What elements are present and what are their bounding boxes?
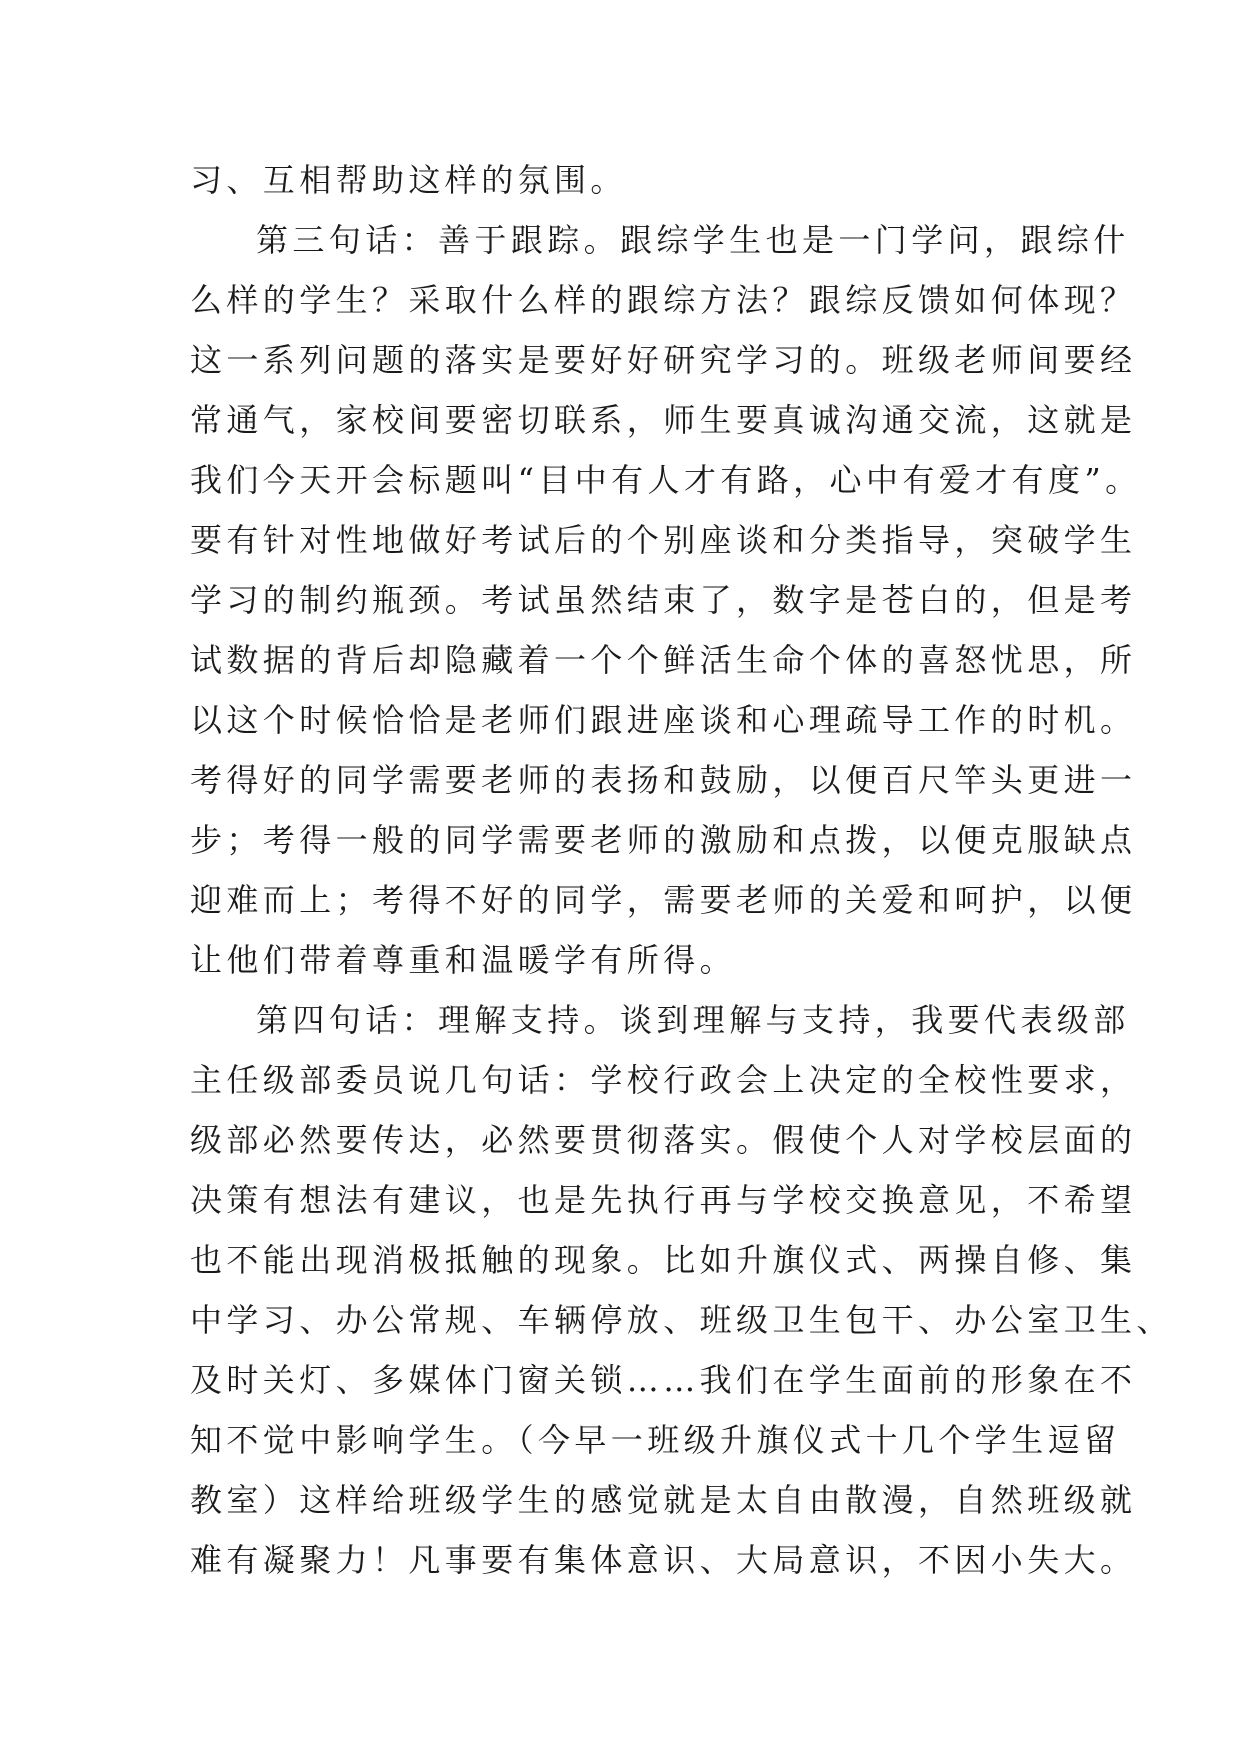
- text-line: 考得好的同学需要老师的表扬和鼓励，以便百尺竿头更进一: [190, 761, 1137, 799]
- text-line: 第三句话：善于跟踪。跟综学生也是一门学问，跟综什: [256, 221, 1130, 259]
- paragraph-third-sentence: [190, 210, 1142, 990]
- body-text: [190, 150, 1173, 1590]
- text-line: 也不能出现消极抵触的现象。比如升旗仪式、两操自修、集: [190, 1241, 1137, 1279]
- text-line: 以这个时候恰恰是老师们跟进座谈和心理疏导工作的时机。: [190, 701, 1137, 739]
- text-line: 迎难而上；考得不好的同学，需要老师的关爱和呵护，以便: [190, 881, 1137, 919]
- text-line: 这一系列问题的落实是要好好研究学习的。班级老师间要经: [190, 341, 1137, 379]
- text-line: 习、互相帮助这样的氛围。: [190, 161, 627, 199]
- text-line: 级部必然要传达，必然要贯彻落实。假使个人对学校层面的: [190, 1121, 1137, 1159]
- text-line: 中学习、办公常规、车辆停放、班级卫生包干、办公室卫生、: [190, 1301, 1173, 1339]
- text-line: 我们今天开会标题叫“目中有人才有路，心中有爱才有度”。: [190, 461, 1142, 499]
- text-line: 试数据的背后却隐藏着一个个鲜活生命个体的喜怒忧思，所: [190, 641, 1137, 679]
- text-line: 第四句话：理解支持。谈到理解与支持，我要代表级部: [256, 1001, 1130, 1039]
- text-line: 知不觉中影响学生。（今早一班级升旗仪式十几个学生逗留: [190, 1421, 1121, 1459]
- text-line: 让他们带着尊重和温暖学有所得。: [190, 941, 737, 979]
- text-line: 决策有想法有建议，也是先执行再与学校交换意见，不希望: [190, 1181, 1137, 1219]
- text-line: 常通气，家校间要密切联系，师生要真诚沟通交流，这就是: [190, 401, 1137, 439]
- text-line: 学习的制约瓶颈。考试虽然结束了，数字是苍白的，但是考: [190, 581, 1137, 619]
- text-line: 要有针对性地做好考试后的个别座谈和分类指导，突破学生: [190, 521, 1137, 559]
- text-line: 教室）这样给班级学生的感觉就是太自由散漫，自然班级就: [190, 1481, 1137, 1519]
- text-line: 步；考得一般的同学需要老师的激励和点拨，以便克服缺点: [190, 821, 1137, 859]
- text-line: 难有凝聚力！凡事要有集体意识、大局意识，不因小失大。: [190, 1541, 1137, 1579]
- text-line: 么样的学生？采取什么样的跟综方法？跟综反馈如何体现？: [190, 281, 1137, 319]
- text-line: 及时关灯、多媒体门窗关锁……我们在学生面前的形象在不: [190, 1361, 1137, 1399]
- text-line: 主任级部委员说几句话：学校行政会上决定的全校性要求，: [190, 1061, 1137, 1099]
- paragraph-continuation: [190, 150, 1070, 210]
- paragraph-fourth-sentence: [190, 990, 1173, 1590]
